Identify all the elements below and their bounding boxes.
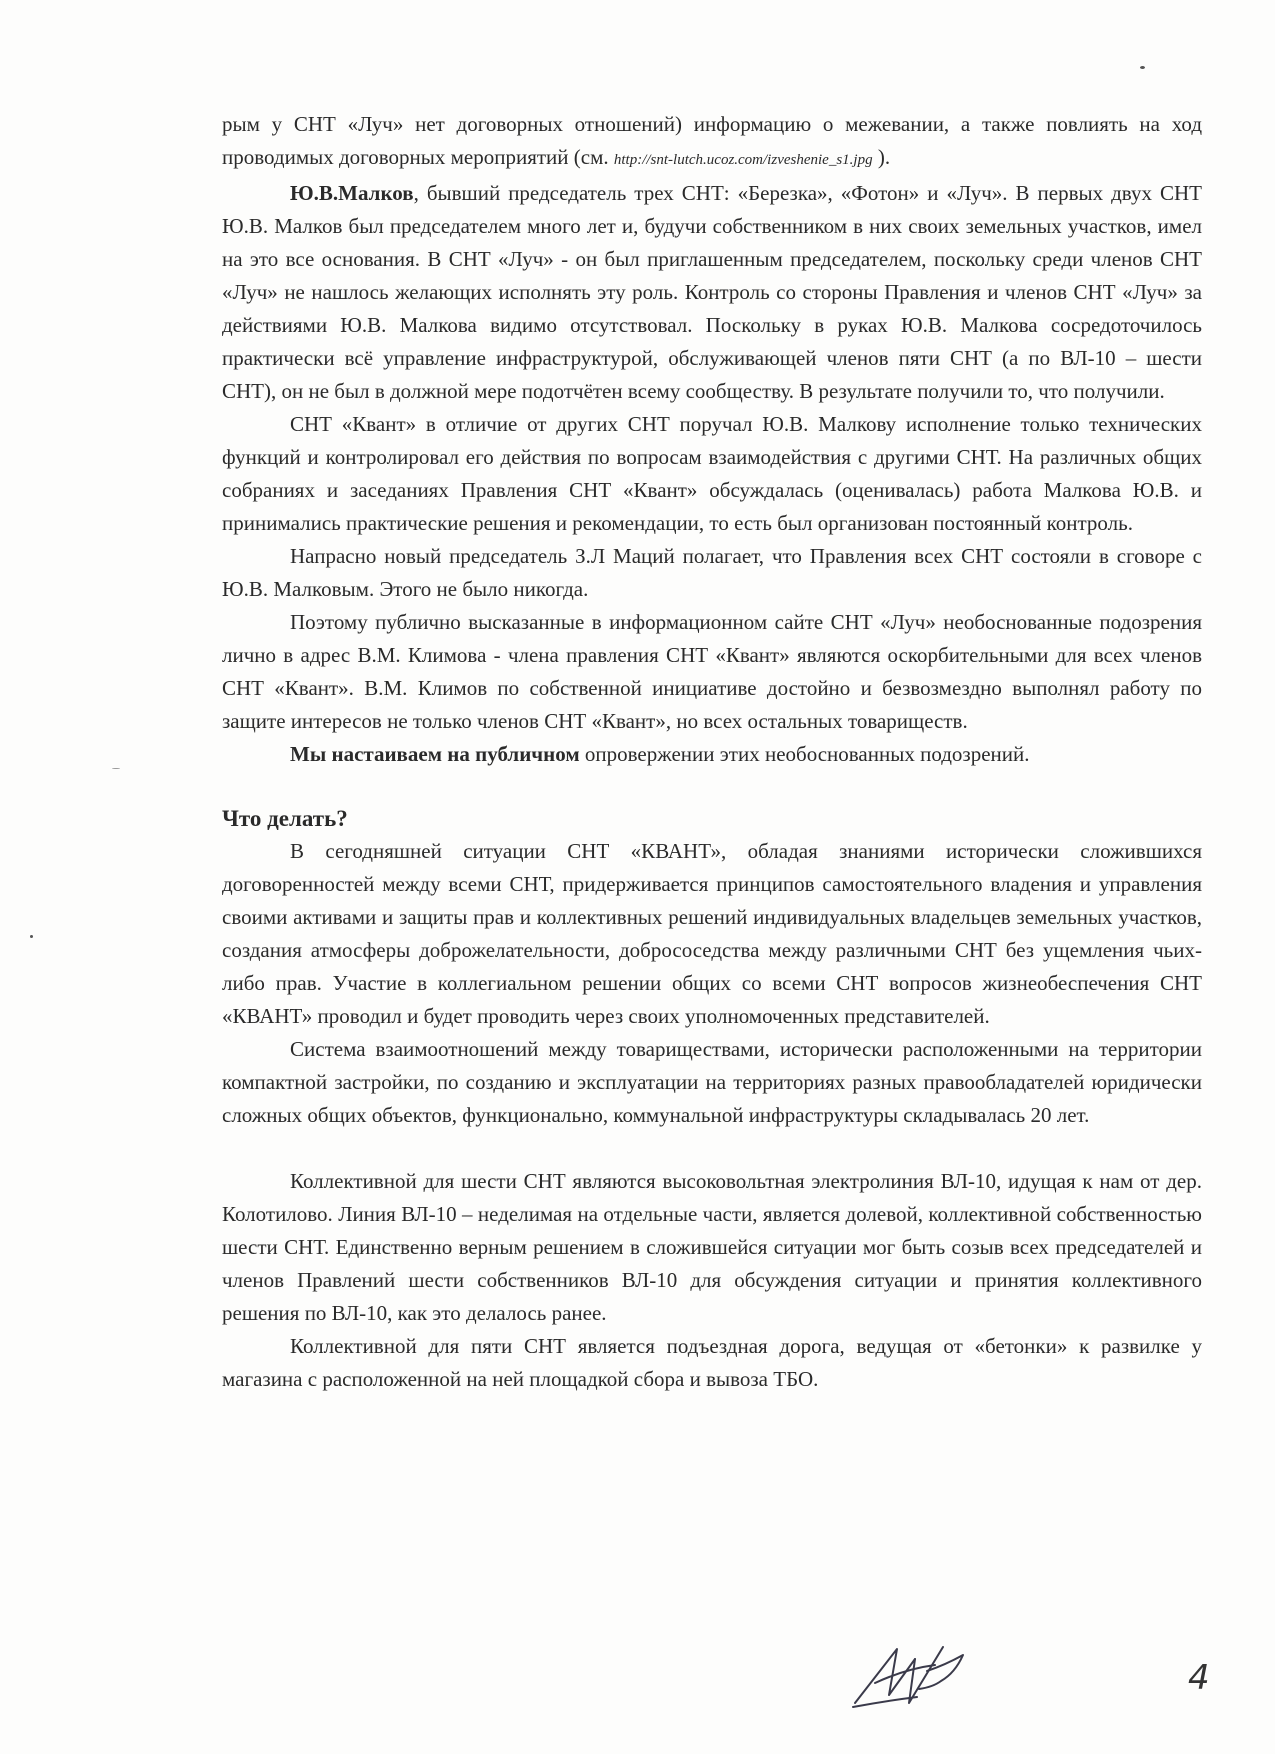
- section-heading: Что делать?: [222, 806, 348, 831]
- paragraph-vl10: Коллективной для шести СНТ являются высоковольтная электролиния ВЛ-10, идущая к нам от дер. Колотилово. Линия ВЛ-10 – неделимая на отдельные части, является долевой, коллективной собственностью шести СНТ. Единственно верным решением в сложившейся ситуации мог быть созыв всех председателей и членов Правлений шести собственников ВЛ-10 для обсуждения ситуации и принятия коллективного решения по ВЛ-10, как это делалось ранее.: [222, 1169, 1202, 1325]
- handwritten-signature: [845, 1625, 985, 1715]
- scan-speck: [112, 768, 120, 769]
- paragraph-road: Коллективной для пяти СНТ является подъездная дорога, ведущая от «бетонки» к развилке у магазина с расположенной на ней площадкой сбора и вывоза ТБО.: [222, 1334, 1202, 1391]
- paragraph-system: Система взаимоотношений между товариществами, исторически расположенными на территории компактной застройки, по созданию и эксплуатации на территориях разных правообладателей юридически сложных общих объектов, функционально, коммунальной инфраструктуры складывалась 20 лет.: [222, 1037, 1202, 1127]
- paragraph-demand: Мы настаиваем на публичном опровержении этих необоснованных подозрений.: [290, 742, 1030, 766]
- source-link[interactable]: http://snt-lutch.ucoz.com/izveshenie_s1.jpg: [613, 152, 873, 168]
- paragraph-continuation: рым у СНТ «Луч» нет договорных отношений) информацию о межевании, а также повлиять на ход проводимых договорных мероприятий (см. http://snt-lutch.ucoz.com/izveshenie_s1.jpg ).: [222, 112, 1202, 169]
- scan-speck: [30, 935, 33, 938]
- paragraph-new-chairman: Напрасно новый председатель З.Л Маций полагает, что Правления всех СНТ состояли в сговоре с Ю.В. Малковым. Этого не было никогда.: [222, 544, 1202, 601]
- paragraph-klimov: Поэтому публично высказанные в информационном сайте СНТ «Луч» необоснованные подозрения лично в адрес В.М. Климова - члена правления СНТ «Квант» являются оскорбительными для всех членов СНТ «Квант». В.М. Климов по собственной инициативе достойно и безвозмездно выполнял работу по защите интересов не только членов СНТ «Квант», но всех остальных товариществ.: [222, 610, 1202, 733]
- bold-demand: Мы настаиваем на публичном: [290, 742, 580, 766]
- document-body: [222, 108, 1202, 1396]
- scan-speck: [1140, 66, 1145, 69]
- page-number: 4: [1188, 1658, 1210, 1698]
- bold-name: Ю.В.Малков: [290, 181, 414, 205]
- paragraph-kvant-control: СНТ «Квант» в отличие от других СНТ поручал Ю.В. Малкову исполнение только технических функций и контролировал его действия по вопросам взаимодействия с другими СНТ. На различных общих собраниях и заседаниях Правления СНТ «Квант» обсуждалась (оценивалась) работа Малкова Ю.В. и принимались практические решения и рекомендации, то есть был организован постоянный контроль.: [222, 412, 1202, 535]
- paragraph-current-situation: В сегодняшней ситуации СНТ «КВАНТ», обладая знаниями исторически сложившихся договоренностей между всеми СНТ, придерживается принципов самостоятельного владения и управления своими активами и защиты прав и коллективных решений индивидуальных владельцев земельных участков, создания атмосферы доброжелательности, добрососедства между различными СНТ без ущемления чьих-либо прав. Участие в коллегиальном решении общих со всеми СНТ вопросов жизнеобеспечения СНТ «КВАНТ» проводил и будет проводить через своих уполномоченных представителей.: [222, 839, 1202, 1028]
- paragraph-malkov: Ю.В.Малков, бывший председатель трех СНТ: «Березка», «Фотон» и «Луч». В первых двух СНТ Ю.В. Малков был председателем много лет и, будучи собственником в них своих земельных участков, имел на это все основания. В СНТ «Луч» - он был приглашенным председателем, поскольку среди членов СНТ «Луч» не нашлось желающих исполнять эту роль. Контроль со стороны Правления и членов СНТ «Луч» за действиями Ю.В. Малкова видимо отсутствовал. Поскольку в руках Ю.В. Малкова сосредоточилось практически всё управление инфраструктурой, обслуживающей членов пяти СНТ (а по ВЛ-10 – шести СНТ), он не был в должной мере подотчётен всему сообществу. В результате получили то, что получили.: [222, 181, 1202, 403]
